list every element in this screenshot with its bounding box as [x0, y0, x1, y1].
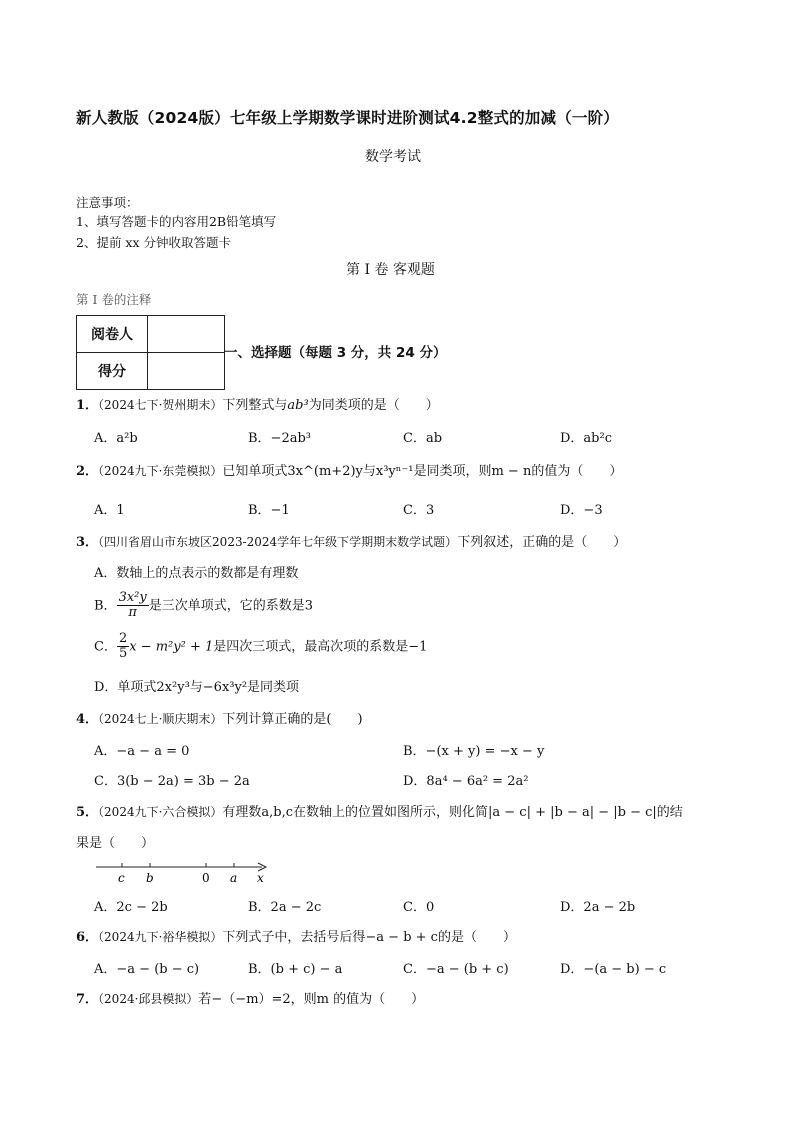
question-stem: 下列整式与 — [222, 398, 288, 413]
fraction: $\frac{\text{3x²y}}{\pi}$ — [118, 590, 147, 621]
option-a: A．a²b — [94, 431, 138, 446]
grader-label: 阅卷人 — [77, 316, 148, 353]
volume-note: 第 I 卷的注释 — [76, 292, 152, 307]
question-stem: 若−（−m）=2，则m 的值为（ ） — [198, 992, 425, 1007]
option-d: D．ab²c — [560, 431, 612, 446]
score-table — [76, 315, 225, 390]
question-stem-tail: 为同类项的是（ ） — [308, 398, 439, 413]
score-cell — [148, 353, 225, 390]
question-4 — [76, 708, 363, 727]
question-stem: 已知单项式3x^(m+2)y与x³yⁿ⁻¹是同类项，则m − n的值为（ ） — [222, 464, 623, 479]
axis-label-b: b — [146, 871, 154, 885]
option-d: D．−(a − b) − c — [560, 962, 667, 977]
notice-item: 1、填写答题卡的内容用2B铅笔填写 — [76, 214, 277, 229]
notice-item: 2、提前 xx 分钟收取答题卡 — [76, 235, 231, 250]
question-1 — [76, 394, 439, 413]
option-b: B．−(x + y) = −x − y — [403, 744, 545, 759]
question-stem-tail: 果是（ ） — [76, 836, 155, 851]
option-d: D．单项式2x²y³与−6x³y²是同类项 — [94, 680, 300, 695]
option-b: B． $\frac{\text{3x²y}}{\pi}$ 是三次单项式，它的系数是3 — [94, 590, 314, 621]
question-5 — [76, 801, 683, 820]
question-stem: 下列叙述，正确的是（ ） — [457, 535, 627, 550]
option-text: 是三次单项式，它的系数是3 — [148, 598, 314, 614]
option-a: A．−a − (b − c) — [94, 962, 200, 977]
question-source: （2024七上·顺庆期末） — [98, 712, 223, 726]
question-source: （2024九下·裕华模拟） — [98, 930, 223, 944]
option-c: C．−a − (b + c) — [403, 962, 509, 977]
option-b: B．(b + c) − a — [248, 962, 343, 977]
question-stem: 下列计算正确的是( ) — [222, 712, 363, 727]
option-b: B．2a − 2c — [248, 900, 322, 915]
question-stem: 有理数a,b,c在数轴上的位置如图所示，则化简|a − c| + |b − a| − |b − c|的结 — [222, 805, 683, 820]
option-a: A．−a − a = 0 — [94, 744, 190, 759]
option-c: C．ab — [403, 431, 443, 446]
part-title: 一、选择题（每题 3 分，共 24 分） — [224, 345, 447, 361]
question-number: 3． — [76, 535, 99, 550]
volume-title: 第 I 卷 客观题 — [346, 262, 435, 278]
question-source: （2024九下·六合模拟） — [98, 805, 223, 819]
page-title: 新人教版（2024版）七年级上学期数学课时进阶测试4.2整式的加减（一阶） — [76, 109, 619, 127]
option-a: A．2c − 2b — [94, 900, 168, 915]
question-number: 4． — [76, 712, 99, 727]
question-source: （四川省眉山市东坡区2023-2024学年七年级下学期期末数学试题） — [98, 535, 458, 549]
question-3 — [76, 531, 626, 550]
option-c: C．0 — [403, 900, 435, 915]
axis-label-0: 0 — [202, 871, 210, 885]
question-number: 5． — [76, 805, 99, 820]
fraction: $\frac{2}{5}$ — [118, 631, 128, 662]
question-source: （2024七下·贺州期末） — [98, 398, 223, 412]
question-source: （2024·邱县模拟） — [98, 992, 199, 1006]
option-a: A．数轴上的点表示的数都是有理数 — [94, 566, 299, 581]
option-c: C．3 — [403, 503, 435, 518]
question-number: 1． — [76, 398, 99, 413]
option-b: B．−2ab³ — [248, 431, 312, 446]
option-c: C．3(b − 2a) = 3b − 2a — [94, 774, 250, 789]
axis-label-x: x — [257, 871, 264, 885]
question-math: ab³ — [287, 398, 309, 413]
option-a: A．1 — [94, 503, 125, 518]
option-c: C． $\frac{2}{5}$ x − m²y² + 1是四次三项式，最高次项的系数是−1 — [94, 631, 428, 662]
question-source: （2024九下·东莞模拟） — [98, 464, 223, 478]
score-label: 得分 — [77, 353, 148, 390]
question-stem: 下列式子中，去括号后得−a − b + c的是（ ） — [222, 930, 516, 945]
question-7 — [76, 988, 424, 1007]
option-d: D．8a⁴ − 6a² = 2a² — [403, 774, 529, 789]
axis-label-c: c — [118, 871, 125, 885]
notice-heading: 注意事项： — [76, 195, 139, 210]
option-d: D．−3 — [560, 503, 603, 518]
grader-cell — [148, 316, 225, 353]
axis-label-a: a — [230, 871, 238, 885]
question-number: 6． — [76, 930, 99, 945]
option-b: B．−1 — [248, 503, 290, 518]
question-number: 2． — [76, 464, 99, 479]
question-6 — [76, 926, 516, 945]
option-text: 是四次三项式，最高次项的系数是−1 — [213, 639, 428, 655]
question-number: 7． — [76, 992, 99, 1007]
number-line — [94, 858, 274, 886]
option-d: D．2a − 2b — [560, 900, 636, 915]
question-2 — [76, 460, 622, 479]
page-subtitle: 数学考试 — [365, 149, 421, 165]
